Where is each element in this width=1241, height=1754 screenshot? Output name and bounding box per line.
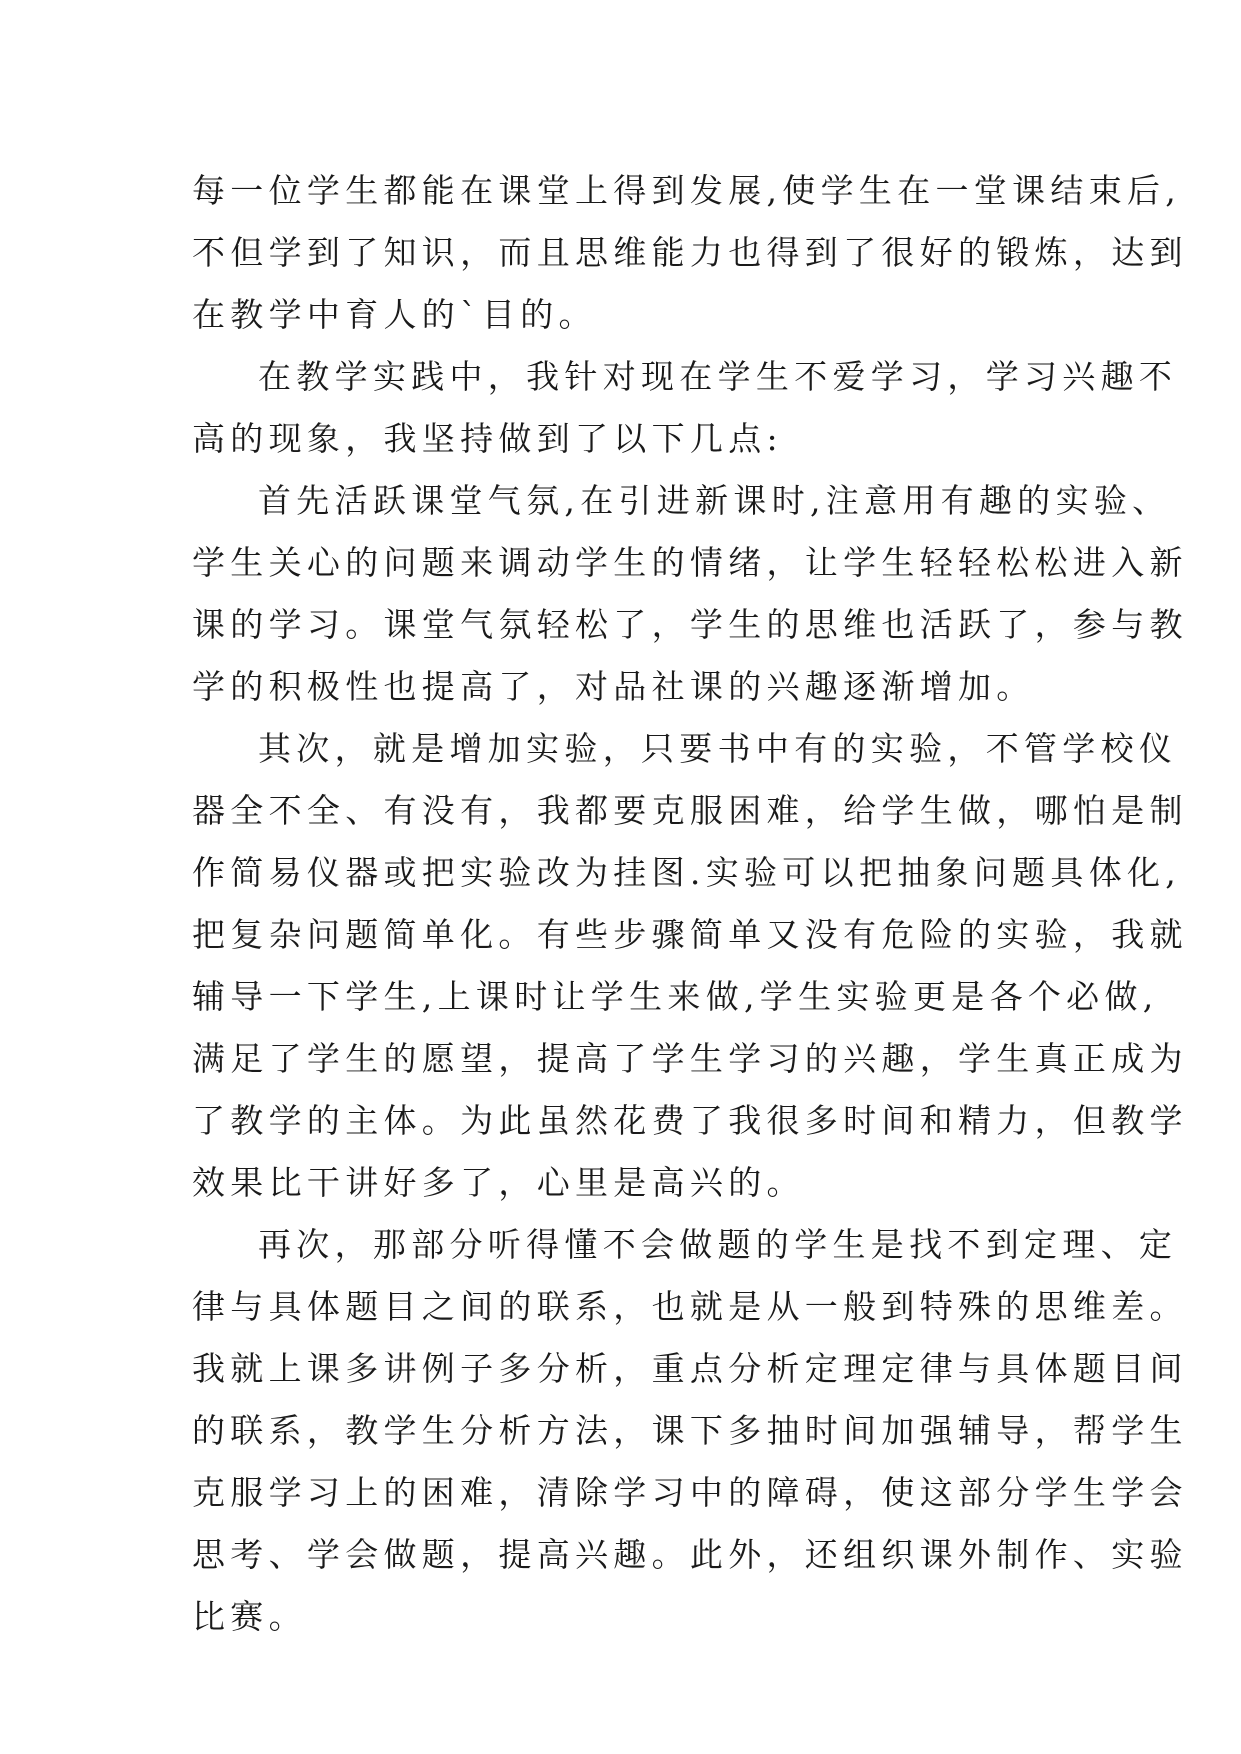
text-line: 我就上课多讲例子多分析，重点分析定理定律与具体题目间 (192, 1349, 1188, 1388)
text-line: 律与具体题目之间的联系，也就是从一般到特殊的思维差。 (192, 1287, 1188, 1326)
text-line: 了教学的主体。为此虽然花费了我很多时间和精力，但教学 (192, 1101, 1188, 1140)
text-line: 课的学习。课堂气氛轻松了，学生的思维也活跃了，参与教 (192, 605, 1188, 644)
text-line: 其次，就是增加实验，只要书中有的实验，不管学校仪 (258, 729, 1178, 768)
paragraph (192, 470, 1188, 718)
body-text (192, 160, 1188, 1648)
text-line: 高的现象，我坚持做到了以下几点: (192, 419, 783, 458)
text-line: 满足了学生的愿望，提高了学生学习的兴趣，学生真正成为 (192, 1039, 1188, 1078)
text-line: 在教学实践中，我针对现在学生不爱学习，学习兴趣不 (258, 357, 1178, 396)
text-line: 作简易仪器或把实验改为挂图.实验可以把抽象问题具体化, (192, 853, 1182, 892)
text-line: 学的积极性也提高了，对品社课的兴趣逐渐增加。 (192, 667, 1035, 706)
text-line: 首先活跃课堂气氛,在引进新课时,注意用有趣的实验、 (258, 481, 1171, 520)
text-line: 再次，那部分听得懂不会做题的学生是找不到定理、定 (258, 1225, 1178, 1264)
text-line: 辅导一下学生,上课时让学生来做,学生实验更是各个必做, (192, 977, 1159, 1016)
paragraph (192, 160, 1188, 346)
paragraph (192, 1214, 1188, 1648)
text-line: 的联系，教学生分析方法，课下多抽时间加强辅导，帮学生 (192, 1411, 1188, 1450)
text-line: 学生关心的问题来调动学生的情绪，让学生轻轻松松进入新 (192, 543, 1188, 582)
text-line: 器全不全、有没有，我都要克服困难，给学生做，哪怕是制 (192, 791, 1188, 830)
paragraph (192, 718, 1188, 1214)
text-line: 不但学到了知识，而且思维能力也得到了很好的锻炼，达到 (192, 233, 1188, 272)
text-line: 比赛。 (192, 1597, 307, 1636)
text-line: 把复杂问题简单化。有些步骤简单又没有危险的实验，我就 (192, 915, 1188, 954)
text-line: 每一位学生都能在课堂上得到发展,使学生在一堂课结束后, (192, 171, 1182, 210)
paragraph (192, 346, 1178, 470)
text-line: 克服学习上的困难，清除学习中的障碍，使这部分学生学会 (192, 1473, 1188, 1512)
text-line: 效果比干讲好多了，心里是高兴的。 (192, 1163, 805, 1202)
text-line: 思考、学会做题，提高兴趣。此外，还组织课外制作、实验 (192, 1535, 1188, 1574)
text-line: 在教学中育人的`目的。 (192, 295, 597, 334)
